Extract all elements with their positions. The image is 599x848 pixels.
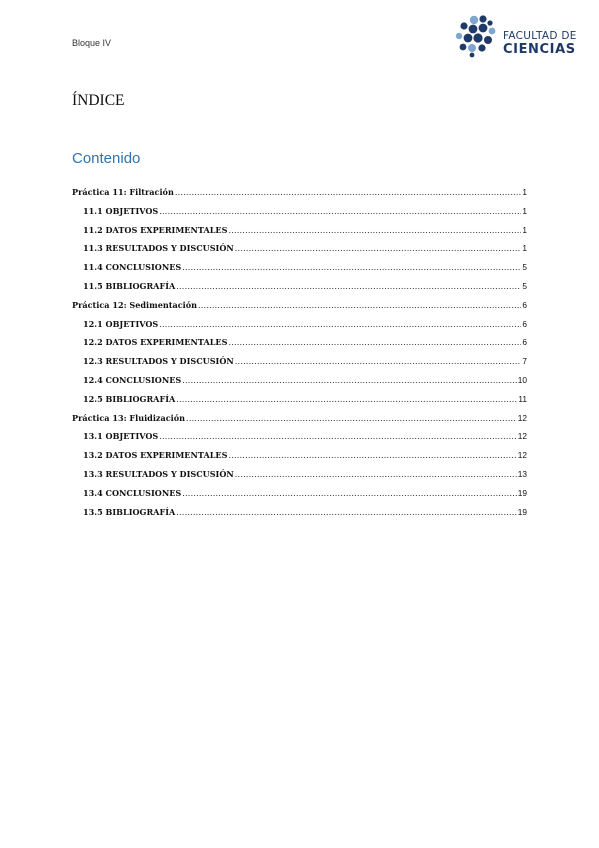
toc-entry-label: 11.2 DATOS EXPERIMENTALES (83, 224, 228, 235)
faculty-logo (452, 14, 587, 58)
toc-entry-label: 13.5 BIBLIOGRAFÍA (83, 506, 176, 517)
toc-page-number: 13 (517, 468, 527, 479)
toc-dot-leader (235, 243, 522, 253)
toc-entry-label: 12.3 RESULTADOS Y DISCUSIÓN (83, 356, 234, 367)
logo-line-2: CIENCIAS (503, 41, 576, 57)
toc-chapter-entry[interactable] (72, 187, 527, 206)
toc-page-number: 10 (517, 374, 527, 385)
toc-section-entry[interactable] (72, 450, 527, 469)
contents-heading: Contenido (72, 150, 141, 167)
toc-page-number: 1 (522, 205, 527, 216)
toc-dot-leader (228, 337, 521, 347)
toc-section-entry[interactable] (72, 262, 527, 281)
toc-dot-leader (176, 281, 521, 291)
toc-page-number: 12 (517, 450, 527, 461)
toc-entry-label: 11.1 OBJETIVOS (83, 205, 159, 216)
toc-section-entry[interactable] (72, 337, 527, 356)
toc-page-number: 12 (517, 412, 527, 423)
toc-dot-leader (159, 206, 521, 216)
toc-dot-leader (228, 450, 516, 460)
index-title: ÍNDICE (72, 92, 125, 109)
toc-entry-label: 11.4 CONCLUSIONES (83, 262, 182, 273)
toc-dot-leader (176, 394, 517, 404)
toc-entry-label: Práctica 12: Sedimentación (72, 299, 197, 310)
toc-entry-label: Práctica 11: Filtración (72, 187, 174, 197)
toc-entry-label: 12.5 BIBLIOGRAFÍA (83, 393, 176, 404)
header-section-label: Bloque IV (72, 38, 112, 48)
toc-entry-label: Práctica 13: Fluidización (72, 412, 186, 423)
toc-dot-leader (182, 488, 517, 498)
toc-page-number: 6 (522, 299, 527, 310)
toc-dot-leader (235, 356, 522, 366)
toc-page-number: 6 (522, 337, 527, 348)
toc-section-entry[interactable] (72, 488, 527, 507)
toc-page-number: 6 (522, 318, 527, 329)
toc-entry-label: 11.5 BIBLIOGRAFÍA (83, 280, 176, 291)
toc-page-number: 12 (517, 431, 527, 442)
toc-section-entry[interactable] (72, 281, 527, 300)
toc-section-entry[interactable] (72, 206, 527, 225)
toc-section-entry[interactable] (72, 375, 527, 394)
toc-section-entry[interactable] (72, 507, 527, 526)
toc-entry-label: 13.4 CONCLUSIONES (83, 487, 182, 498)
toc-section-entry[interactable] (72, 431, 527, 450)
toc-chapter-entry[interactable] (72, 413, 527, 432)
toc-section-entry[interactable] (72, 225, 527, 244)
toc-dot-leader (182, 375, 517, 385)
toc-page-number: 7 (522, 356, 527, 367)
toc-dot-leader (182, 262, 521, 272)
toc-entry-label: 13.2 DATOS EXPERIMENTALES (83, 450, 228, 461)
toc-entry-label: 12.2 DATOS EXPERIMENTALES (83, 337, 228, 348)
logo-line-1: FACULTAD DE (503, 30, 577, 42)
toc-dot-leader (198, 300, 521, 310)
toc-page-number: 19 (517, 506, 527, 517)
toc-entry-label: 13.3 RESULTADOS Y DISCUSIÓN (83, 468, 234, 479)
toc-page-number: 19 (517, 487, 527, 498)
toc-entry-label: 12.4 CONCLUSIONES (83, 374, 182, 385)
toc-dot-leader (159, 431, 517, 441)
toc-entry-label: 13.1 OBJETIVOS (83, 431, 159, 442)
toc-page-number: 5 (522, 280, 527, 291)
toc-page-number: 5 (522, 262, 527, 273)
toc-section-entry[interactable] (72, 394, 527, 413)
toc-chapter-entry[interactable] (72, 300, 527, 319)
toc-page-number: 1 (522, 243, 527, 254)
toc-dot-leader (186, 413, 517, 423)
toc-dot-leader (175, 187, 522, 197)
toc-section-entry[interactable] (72, 469, 527, 488)
toc-page-number: 1 (522, 187, 527, 197)
toc-dot-leader (159, 319, 521, 329)
toc-page-number: 11 (518, 393, 527, 404)
toc-dot-leader (235, 469, 517, 479)
logo-dots-icon (452, 14, 500, 58)
toc-entry-label: 11.3 RESULTADOS Y DISCUSIÓN (83, 243, 234, 254)
toc-section-entry[interactable] (72, 319, 527, 338)
toc-dot-leader (228, 225, 521, 235)
toc-page-number: 1 (522, 224, 527, 235)
table-of-contents (72, 187, 527, 525)
toc-dot-leader (176, 507, 517, 517)
toc-section-entry[interactable] (72, 356, 527, 375)
toc-entry-label: 12.1 OBJETIVOS (83, 318, 159, 329)
toc-section-entry[interactable] (72, 243, 527, 262)
